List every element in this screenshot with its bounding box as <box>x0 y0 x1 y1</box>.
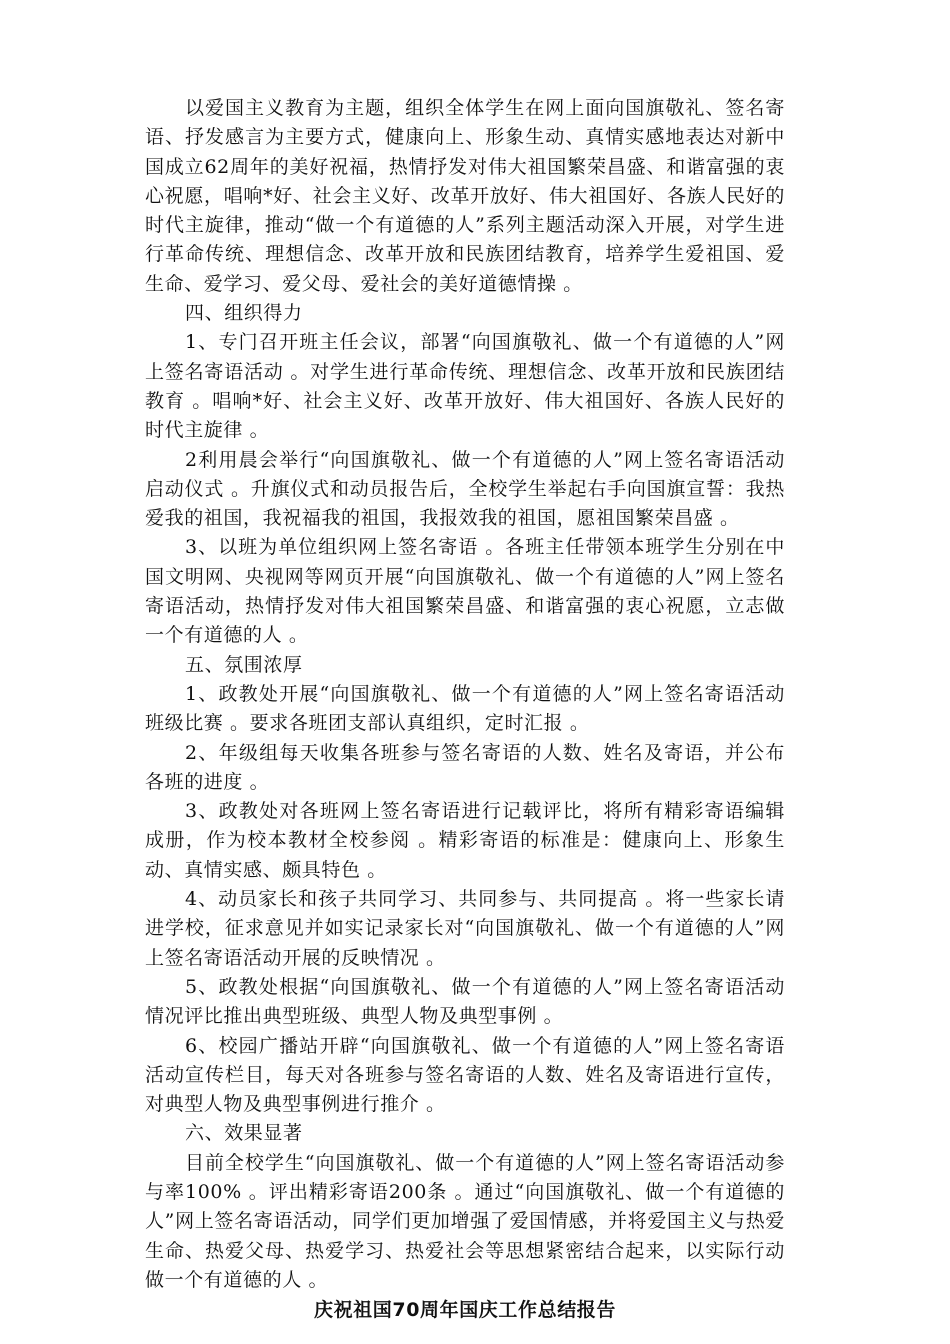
section-heading-4: 四、组织得力 <box>185 302 303 325</box>
section5-item-3: 3、政教处对各班网上签名寄语进行记载评比，将所有精彩寄语编辑成册，作为校本教材全校参阅 。精彩寄语的标准是：健康向上、形象生动、真情实感、颇具特色 。 <box>145 800 785 881</box>
section4-item-2: 2利用晨会举行“向国旗敬礼、做一个有道德的人”网上签名寄语活动启动仪式 。升旗仪式和动员报告后，全校学生举起右手向国旗宣誓：我热爱我的祖国，我祝福我的祖国，我报效我的祖国，愿祖国繁荣昌盛 。 <box>145 448 785 530</box>
section5-item-4: 4、动员家长和孩子共同学习、共同参与、共同提高 。将一些家长请进学校，征求意见并如实记录家长对“向国旗敬礼、做一个有道德的人”网上签名寄语活动开展的反映情况 。 <box>145 888 785 969</box>
intro-paragraph: 以爱国主义教育为主题，组织全体学生在网上面向国旗敬礼、签名寄语、抒发感言为主要方式，健康向上、形象生动、真情实感地表达对新中国成立62周年的美好祝福，热情抒发对伟大祖国繁荣昌盛、和谐富强的衷心祝愿，唱响*好、社会主义好、改革开放好、伟大祖国好、各族人民好的时代主旋律，推动“做一个有道德的人”系列主题活动深入开展，对学生进行革命传统、理想信念、改革开放和民族团结教育，培养学生爱祖国、爱生命、爱学习、爱父母、爱社会的美好道德情操 。 <box>145 97 785 295</box>
section4-item-1: 1、专门召开班主任会议，部署“向国旗敬礼、做一个有道德的人”网上签名寄语活动 。对学生进行革命传统、理想信念、改革开放和民族团结教育 。唱响*好、社会主义好、改革开放好、伟大祖国好、各族人民好的时代主旋律 。 <box>145 331 785 442</box>
section5-item-6: 6、校园广播站开辟“向国旗敬礼、做一个有道德的人”网上签名寄语活动宣传栏目，每天对各班参与签名寄语的人数、姓名及寄语进行宣传，对典型人物及典型事例进行推介 。 <box>145 1034 785 1116</box>
section6-paragraph: 目前全校学生“向国旗敬礼、做一个有道德的人”网上签名寄语活动参与率100% 。评出精彩寄语200条 。通过“向国旗敬礼、做一个有道德的人”网上签名寄语活动，同学们更加增强了爱国情感，并将爱国主义与热爱生命、热爱父母、热爱学习、热爱社会等思想紧密结合起来，以实际行动做一个有道德的人 。 <box>145 1151 785 1291</box>
section-heading-5: 五、氛围浓厚 <box>185 653 303 676</box>
section5-item-1: 1、政教处开展“向国旗敬礼、做一个有道德的人”网上签名寄语活动班级比赛 。要求各班团支部认真组织，定时汇报 。 <box>145 682 785 735</box>
section-heading-6: 六、效果显著 <box>185 1122 303 1145</box>
section4-item-3: 3、以班为单位组织网上签名寄语 。各班主任带领本班学生分别在中国文明网、央视网等网页开展“向国旗敬礼、做一个有道德的人”网上签名寄语活动，热情抒发对伟大祖国繁荣昌盛、和谐富强的衷心祝愿，立志做一个有道德的人 。 <box>145 536 785 647</box>
section5-item-2: 2、年级组每天收集各班参与签名寄语的人数、姓名及寄语，并公布各班的进度 。 <box>145 741 785 793</box>
document-page <box>145 94 785 1323</box>
section5-item-5: 5、政教处根据“向国旗敬礼、做一个有道德的人”网上签名寄语活动情况评比推出典型班级、典型人物及典型事例 。 <box>145 975 785 1028</box>
next-document-title: 庆祝祖国70周年国庆工作总结报告 <box>313 1299 617 1322</box>
